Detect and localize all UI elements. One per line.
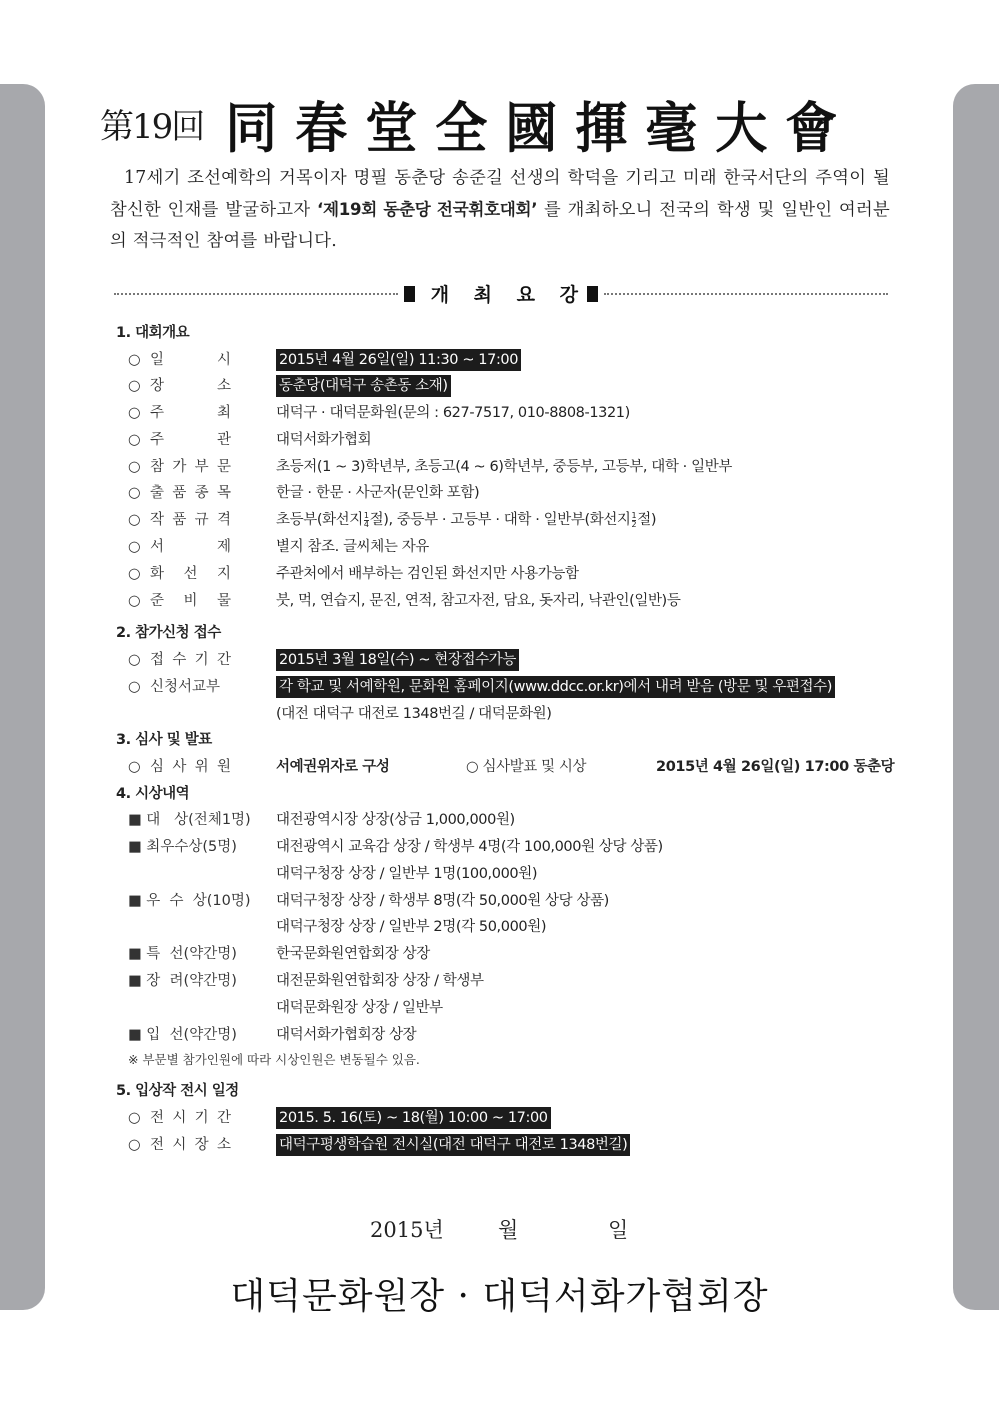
circle-bullet-icon: ○	[128, 539, 141, 556]
list-item: ○ 주 최 대덕구 · 대덕문화원(문의 : 627-7517, 010-8808-1321)	[116, 400, 906, 427]
row-value: 대덕구 · 대덕문화원(문의 : 627-7517, 010-8808-1321)	[276, 405, 630, 422]
list-item: ○ 전 시 기 간 2015. 5. 16(토) ~ 18(월) 10:00 ~ 17:00	[116, 1105, 906, 1132]
dotted-rule-left	[114, 293, 398, 295]
list-item: ○ 주 관 대덕서화가협회	[116, 427, 906, 454]
highlight-value: 대덕구평생학습원 전시실(대전 대덕구 대전로 1348번길)	[276, 1134, 630, 1156]
section-title-awards: 4. 시상내역	[116, 785, 190, 802]
row-value: 초등부(화선지 $\frac{1}{4}$ 절), 중등부 · 고등부 · 대학 · 일반부(화선지 $\frac{1}{2}$ 절)	[276, 510, 657, 529]
circle-bullet-icon: ○	[128, 351, 141, 368]
circle-bullet-icon: ○	[128, 458, 141, 475]
circle-bullet-icon: ○	[128, 651, 141, 668]
section-divider	[114, 281, 888, 305]
dotted-rule-right	[604, 293, 888, 295]
list-item: ○ 일 시 2015년 4월 26일(일) 11:30 ~ 17:00	[116, 347, 906, 374]
circle-bullet-icon: ○	[128, 678, 141, 695]
guidelines-body	[116, 320, 906, 1158]
section-title-judging: 3. 심사 및 발표	[116, 732, 212, 749]
intro-emphasis: ‘제19회 동춘당 전국휘호대회’	[317, 200, 538, 219]
award-label: ■ 특 선(약간명)	[128, 946, 237, 963]
date-day: 일	[608, 1218, 629, 1242]
intro-text-1: 17세기 조선예학의 거목이자 명필 동춘당 송준길 선생의 학덕을 기리고 미래 한국서단의 주역이 될 참신한 인재를 발굴하고자	[110, 168, 890, 220]
list-item: ○ 작 품 규 격 초등부(화선지 $\frac{1}{4}$ 절), 중등부 · 고등부 · 대학 · 일반부(화선지 $\frac{1}{2}$ 절)	[116, 507, 906, 534]
list-item: ○ 접 수 기 간 2015년 3월 18일(수) ~ 현장접수가능	[116, 647, 906, 674]
list-item: ○ 준 비 물 붓, 먹, 연습지, 문진, 연적, 참고자전, 담요, 돗자리, 낙관인(일반)등	[116, 588, 906, 615]
section-title-overview: 1. 대회개요	[116, 325, 190, 341]
circle-bullet-icon: ○	[128, 1109, 141, 1126]
document-date	[0, 1208, 999, 1248]
row-value: 별지 참조. 글씨체는 자유	[276, 539, 429, 556]
judges-value: 서예권위자로 구성	[276, 758, 390, 775]
list-item: ○ 출 품 종 목 한글 · 한문 · 사군자(문인화 포함)	[116, 480, 906, 507]
list-item	[116, 701, 906, 728]
title-prefix: 第19回	[100, 106, 204, 147]
award-item: ■ 입 선(약간명) 대덕서화가협회장 상장	[116, 1022, 906, 1049]
intro-text-2: 를 개최하오니 전국의 학생 및 일반인 여러분의 적극적인 참여를 바랍니다.	[110, 200, 890, 251]
list-item: ○ 신청서교부 각 학교 및 서예학원, 문화원 홈페이지(www.ddcc.or.kr)에서 내려 받음 (방문 및 우편접수)	[116, 674, 906, 701]
circle-bullet-icon: ○	[128, 378, 141, 395]
highlight-value: 동춘당(대덕구 송촌동 소재)	[276, 375, 451, 397]
left-side-bar	[0, 84, 45, 1310]
circle-bullet-icon: ○	[128, 1136, 141, 1153]
highlight-value: 2015년 4월 26일(일) 11:30 ~ 17:00	[276, 349, 521, 371]
award-label: ■ 우 수 상(10명)	[128, 892, 251, 909]
section-title-exhibition: 5. 입상작 전시 일정	[116, 1083, 239, 1100]
right-side-bar	[953, 84, 999, 1310]
award-label: ■ 입 선(약간명)	[128, 1026, 237, 1043]
awards-note: ※ 부문별 참가인원에 따라 시상인원은 변동될수 있음.	[128, 1052, 420, 1068]
row-value: 한글 · 한문 · 사군자(문인화 포함)	[276, 485, 480, 502]
announce-label: ○ 심사발표 및 시상	[466, 758, 587, 775]
award-item: ■ 특 선(약간명) 한국문화원연합회장 상장	[116, 941, 906, 968]
square-icon	[587, 286, 598, 302]
list-item: ○ 서 제 별지 참조. 글씨체는 자유	[116, 534, 906, 561]
date-year: 2015년	[370, 1218, 444, 1242]
circle-bullet-icon: ○	[128, 512, 141, 529]
list-item: ○ 심 사 위 원 서예권위자로 구성 ○ 심사발표 및 시상 2015년 4월 26일(일) 17:00 동춘당	[116, 754, 906, 781]
highlight-value: 2015. 5. 16(토) ~ 18(월) 10:00 ~ 17:00	[276, 1107, 551, 1129]
page-title	[100, 88, 930, 161]
divider-heading	[398, 280, 604, 307]
award-item-continued: 대덕구청장 상장 / 일반부 2명(각 50,000원)	[276, 919, 547, 936]
circle-bullet-icon: ○	[128, 485, 141, 502]
row-value: 대덕서화가협회	[276, 431, 372, 448]
fraction-half: $\frac{1}{2}$	[631, 510, 637, 529]
fraction-quarter: $\frac{1}{4}$	[363, 510, 369, 529]
date-month: 월	[498, 1218, 519, 1242]
divider-label: 개 최 요 강	[430, 283, 587, 306]
intro-paragraph	[110, 163, 890, 257]
row-value: 붓, 먹, 연습지, 문진, 연적, 참고자전, 담요, 돗자리, 낙관인(일반)등	[276, 592, 681, 609]
award-label: ■ 최우수상(5명)	[128, 838, 237, 855]
row-value: 초등저(1 ~ 3)학년부, 초등고(4 ~ 6)학년부, 중등부, 고등부, 대학 · 일반부	[276, 458, 732, 475]
highlight-value: 2015년 3월 18일(수) ~ 현장접수가능	[276, 649, 519, 671]
title-calligraphy: 同春堂全國揮毫大會	[225, 96, 856, 161]
circle-bullet-icon: ○	[128, 758, 141, 775]
circle-bullet-icon: ○	[128, 592, 141, 609]
list-item: ○ 화 선 지 주관처에서 배부하는 검인된 화선지만 사용가능함	[116, 561, 906, 588]
circle-bullet-icon: ○	[128, 431, 141, 448]
announce-value: 2015년 4월 26일(일) 17:00 동춘당	[656, 758, 895, 775]
award-item: ■ 우 수 상(10명) 대덕구청장 상장 / 학생부 8명(각 50,000원 상당 상품)	[116, 888, 906, 915]
list-item: ○ 장 소 동춘당(대덕구 송촌동 소재)	[116, 373, 906, 400]
circle-bullet-icon: ○	[128, 405, 141, 422]
list-item: ○ 전 시 장 소 대덕구평생학습원 전시실(대전 대덕구 대전로 1348번길)	[116, 1132, 906, 1159]
section-title-application: 2. 참가신청 접수	[116, 625, 221, 642]
award-item-continued: 대덕구청장 상장 / 일반부 1명(100,000원)	[276, 865, 538, 882]
circle-bullet-icon: ○	[128, 565, 141, 582]
award-item: ■ 대 상(전체1명) 대전광역시장 상장(상금 1,000,000원)	[116, 807, 906, 834]
address-text: (대전 대덕구 대전로 1348번길 / 대덕문화원)	[276, 705, 552, 722]
signature: 대덕문화원장 · 대덕서화가협회장	[230, 1276, 769, 1317]
list-item: ○ 참 가 부 문 초등저(1 ~ 3)학년부, 초등고(4 ~ 6)학년부, 중등부, 고등부, 대학 · 일반부	[116, 454, 906, 481]
award-item-continued: 대덕문화원장 상장 / 일반부	[276, 999, 443, 1016]
highlight-value: 각 학교 및 서예학원, 문화원 홈페이지(www.ddcc.or.kr)에서 내려 받음 (방문 및 우편접수)	[276, 676, 835, 698]
square-icon	[404, 286, 415, 302]
award-label: ■ 장 려(약간명)	[128, 972, 237, 989]
row-value: 주관처에서 배부하는 검인된 화선지만 사용가능함	[276, 565, 579, 582]
award-item: ■ 최우수상(5명) 대전광역시 교육감 상장 / 학생부 4명(각 100,000원 상당 상품)	[116, 834, 906, 861]
award-item: ■ 장 려(약간명) 대전문화원연합회장 상장 / 학생부	[116, 968, 906, 995]
award-label: ■ 대 상(전체1명)	[128, 812, 251, 829]
